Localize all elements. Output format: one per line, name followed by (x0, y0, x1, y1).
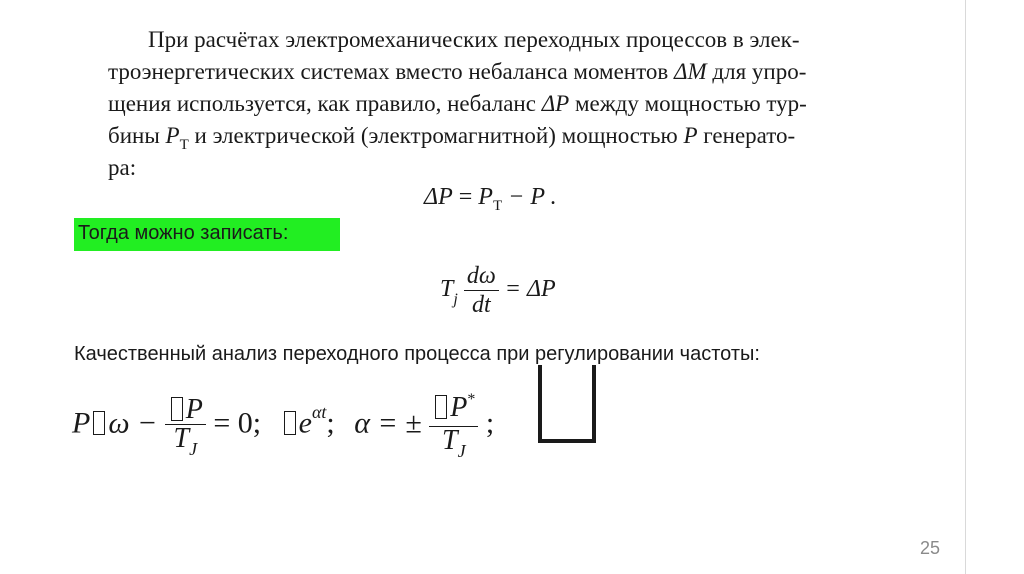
eq2-rhs: = ΔP (498, 276, 556, 303)
eq3-frac2-den (429, 425, 478, 461)
paragraph-text: щения используется, как правило, небаланс (108, 91, 542, 116)
eq3-frac1-sub: J (189, 439, 198, 459)
paragraph-line-3 (108, 90, 807, 118)
eq3-omega: ω − (108, 406, 158, 440)
eq3-alpha: α = ± (354, 406, 422, 440)
missing-glyph-icon (435, 395, 447, 419)
paragraph-text: При расчётах электромеханических переходных процессов в элек- (148, 27, 800, 52)
eq3-frac1-p: P (185, 394, 203, 425)
paragraph-text: бины (108, 123, 166, 148)
transient-equations (72, 391, 495, 461)
eq2-t: T (440, 276, 454, 303)
paragraph-text: между мощностью тур- (569, 91, 807, 116)
eq3-frac1-num (165, 396, 206, 425)
eq3-fraction-2 (429, 391, 478, 461)
p-turbine-symbol: P (165, 123, 180, 148)
eq1-rest: − P . (502, 184, 557, 210)
missing-glyph-icon (171, 397, 183, 421)
missing-glyph-icon (284, 411, 296, 435)
eq3-e: e (298, 406, 312, 440)
eq3-frac2-t: T (442, 425, 458, 456)
paragraph-line-2 (108, 58, 806, 86)
eq3-tail: ; (485, 406, 495, 440)
eq3-frac2-star: * (467, 391, 476, 408)
eq1-lhs: ΔP (424, 184, 453, 210)
eq3-frac1-den (165, 423, 206, 459)
eq1-sub: T (492, 198, 503, 214)
eq3-frac2-p: P (450, 392, 468, 423)
eq3-part1-tail: = 0; (213, 406, 262, 440)
delta-m-symbol: ΔM (673, 59, 707, 84)
eq3-frac2-num (429, 391, 478, 427)
eq2-denominator: dt (471, 292, 491, 318)
p-symbol: P (683, 123, 698, 148)
eq1-p: P (478, 184, 493, 210)
subscript-t: T (179, 137, 189, 153)
eq2-fraction (464, 262, 499, 319)
power-imbalance-equation (424, 184, 557, 214)
missing-glyph-icon (93, 411, 105, 435)
paragraph-text: ра: (108, 155, 137, 180)
eq3-fraction-1 (165, 394, 206, 459)
eq2-numerator: dω (464, 262, 499, 291)
paragraph-line-4 (108, 122, 795, 153)
eq3-frac1-t: T (173, 423, 190, 454)
eq3-exponent: αt (311, 402, 327, 423)
highlighted-text: Тогда можно записать: (78, 222, 289, 244)
paragraph-text: и электрической (электромагнитной) мощностью (188, 123, 684, 148)
open-box-shape (538, 365, 596, 443)
paragraph-text: генерато- (697, 123, 796, 148)
eq3-semicolon: ; (326, 406, 335, 440)
slide-divider-line (965, 0, 966, 574)
analysis-text: Качественный анализ переходного процесса при регулировании частоты: (74, 343, 760, 365)
eq3-frac2-sub: J (457, 441, 466, 461)
swing-equation (440, 262, 556, 319)
eq3-p: P (72, 406, 91, 440)
delta-p-symbol: ΔP (541, 91, 570, 116)
paragraph-line-5 (108, 154, 136, 182)
page-number: 25 (920, 538, 941, 558)
paragraph-text: для упро- (706, 59, 807, 84)
eq2-sub: j (453, 291, 458, 309)
paragraph-line-1 (148, 26, 799, 54)
paragraph-text: троэнергетических системах вместо небаланса моментов (108, 59, 674, 84)
eq1-equals: = (452, 184, 479, 210)
